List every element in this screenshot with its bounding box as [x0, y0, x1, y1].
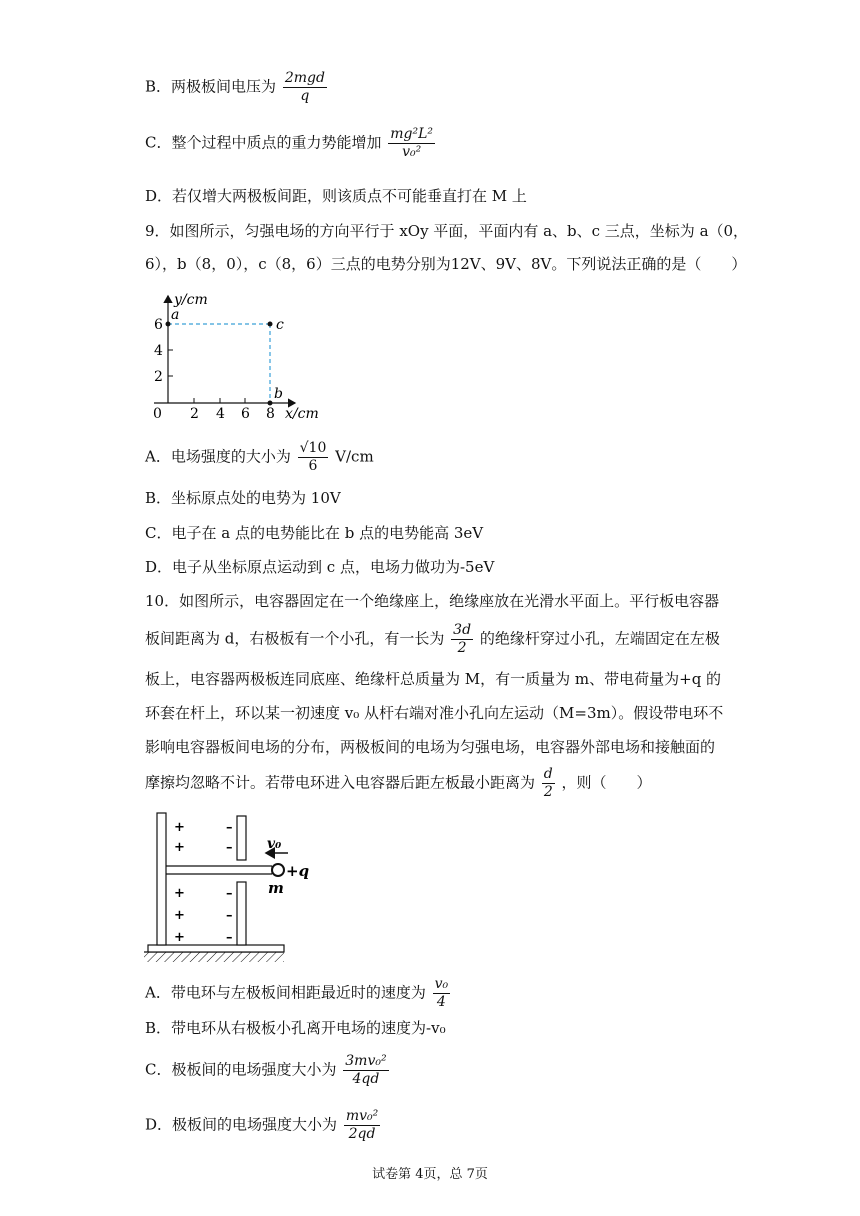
y-tick-label: 6 [154, 317, 163, 333]
minus-sign: – [226, 908, 233, 923]
q10-option-b: B．带电环从右极板小孔离开电场的速度为-v₀ [145, 1019, 446, 1037]
point-b-label: b [274, 386, 283, 402]
q9-stem-line2: 6），b（8，0），c（8，6）三点的电势分别为12V、9V、8V。下列说法正确的是（ ） [145, 255, 747, 273]
fraction: $\frac{d}{2}$ [543, 766, 553, 800]
y-tick-label: 2 [154, 369, 163, 385]
x-tick-label: 2 [190, 406, 199, 422]
x-tick-label: 4 [216, 406, 225, 422]
q8-option-c-text: C．整个过程中质点的重力势能增加 [145, 133, 382, 152]
y-axis-label: y/cm [174, 292, 208, 308]
q8-option-b-text: B．两极板间电压为 [145, 77, 277, 96]
x-axis-label: x/cm [285, 406, 319, 422]
q8-option-d: D．若仅增大两极板间距，则该质点不可能垂直打在 M 上 [145, 187, 527, 205]
q10-stem-line4: 环套在杆上，环以某一初速度 v₀ 从杆右端对准小孔向左运动（M=3m）。假设带电环不 [145, 704, 724, 722]
page-footer: 试卷第 4页，总 7页 [372, 1167, 488, 1182]
charged-ring [272, 864, 284, 876]
q10-option-d: D．极板间的电场强度大小为 $\frac{\text{mv₀²}}{2qd}$ [145, 1108, 379, 1142]
plus-sign: + [174, 930, 185, 945]
fraction: $\frac{3d}{2}$ [453, 622, 472, 656]
left-plate [157, 813, 166, 945]
q10-stem-line6: 摩擦均忽略不计。若带电环进入电容器后距左板最小距离为 $\frac{d}{2}$ ，则（ ） [145, 766, 652, 800]
plus-sign: + [174, 886, 185, 901]
ground-hatch [144, 952, 284, 962]
q10-stem-line3: 板上，电容器两极板连同底座、绝缘杆总质量为 M，有一质量为 m、带电荷量为+q 的 [145, 670, 722, 688]
x-tick-label: 8 [266, 406, 275, 422]
x-tick-label: 6 [241, 406, 250, 422]
q10-capacitor-figure [140, 808, 315, 968]
fraction: $\frac{\text{3mv₀²}}{4qd}$ [345, 1053, 387, 1087]
plus-sign: + [174, 908, 185, 923]
minus-sign: – [226, 930, 233, 945]
q9-option-b: B．坐标原点处的电势为 10V [145, 489, 341, 507]
q10-option-a: A．带电环与左极板间相距最近时的速度为 $\frac{\text{v₀}}{4}$ [145, 976, 449, 1010]
q10-option-c: C．极板间的电场强度大小为 $\frac{\text{3mv₀²}}{4qd}$ [145, 1053, 387, 1087]
point-a-dot [166, 322, 171, 327]
q10-stem-line5: 影响电容器板间电场的分布，两极板间的电场为匀强电场，电容器外部电场和接触面的 [145, 738, 716, 756]
minus-sign: – [226, 840, 233, 855]
fraction: $\frac{\text{v₀}}{4}$ [434, 976, 449, 1010]
q8-option-b [145, 70, 329, 105]
y-tick-label: 4 [154, 343, 163, 359]
point-b-dot [268, 401, 273, 406]
right-plate-lower [237, 882, 246, 945]
q9-coordinate-figure [140, 288, 330, 426]
plus-sign: + [174, 820, 185, 835]
q9-option-a: A．电场强度的大小为 $\frac{√10}{6}$ V/cm [145, 440, 374, 474]
plus-sign: + [174, 840, 185, 855]
mass-label: m [268, 879, 284, 897]
v0-label: v₀ [267, 836, 282, 852]
fraction: $\frac{\text{mg²L²}}{\text{v₀²}}$ [390, 126, 434, 160]
fraction: $\frac{\text{mv₀²}}{2qd}$ [345, 1108, 379, 1142]
right-plate-upper [237, 816, 246, 860]
q9-option-d: D．电子从坐标原点运动到 c 点，电场力做功为-5eV [145, 558, 495, 576]
q10-stem-line2: 板间距离为 d，右极板有一个小孔，有一长为 $\frac{3d}{2}$ 的绝缘杆穿过小孔，左端固定在左极 [145, 622, 720, 656]
minus-sign: – [226, 886, 233, 901]
fraction: $\frac{√10}{6}$ [299, 440, 327, 474]
charge-label: +q [286, 862, 310, 880]
origin-label: 0 [153, 406, 162, 422]
point-c-label: c [276, 317, 284, 333]
q8-option-c [145, 126, 437, 161]
point-c-dot [268, 322, 273, 327]
q9-option-c: C．电子在 a 点的电势能比在 b 点的电势能高 3eV [145, 524, 484, 542]
q10-stem-line1: 10．如图所示，电容器固定在一个绝缘座上，绝缘座放在光滑水平面上。平行板电容器 [145, 592, 720, 610]
insulating-base [148, 945, 284, 952]
fraction: $\frac{\text{2mgd}}{q}$ [284, 70, 325, 104]
minus-sign: – [226, 820, 233, 835]
point-a-label: a [171, 307, 180, 323]
q9-stem-line1: 9．如图所示，匀强电场的方向平行于 xOy 平面，平面内有 a、b、c 三点，坐标为 a（0， [145, 222, 749, 240]
